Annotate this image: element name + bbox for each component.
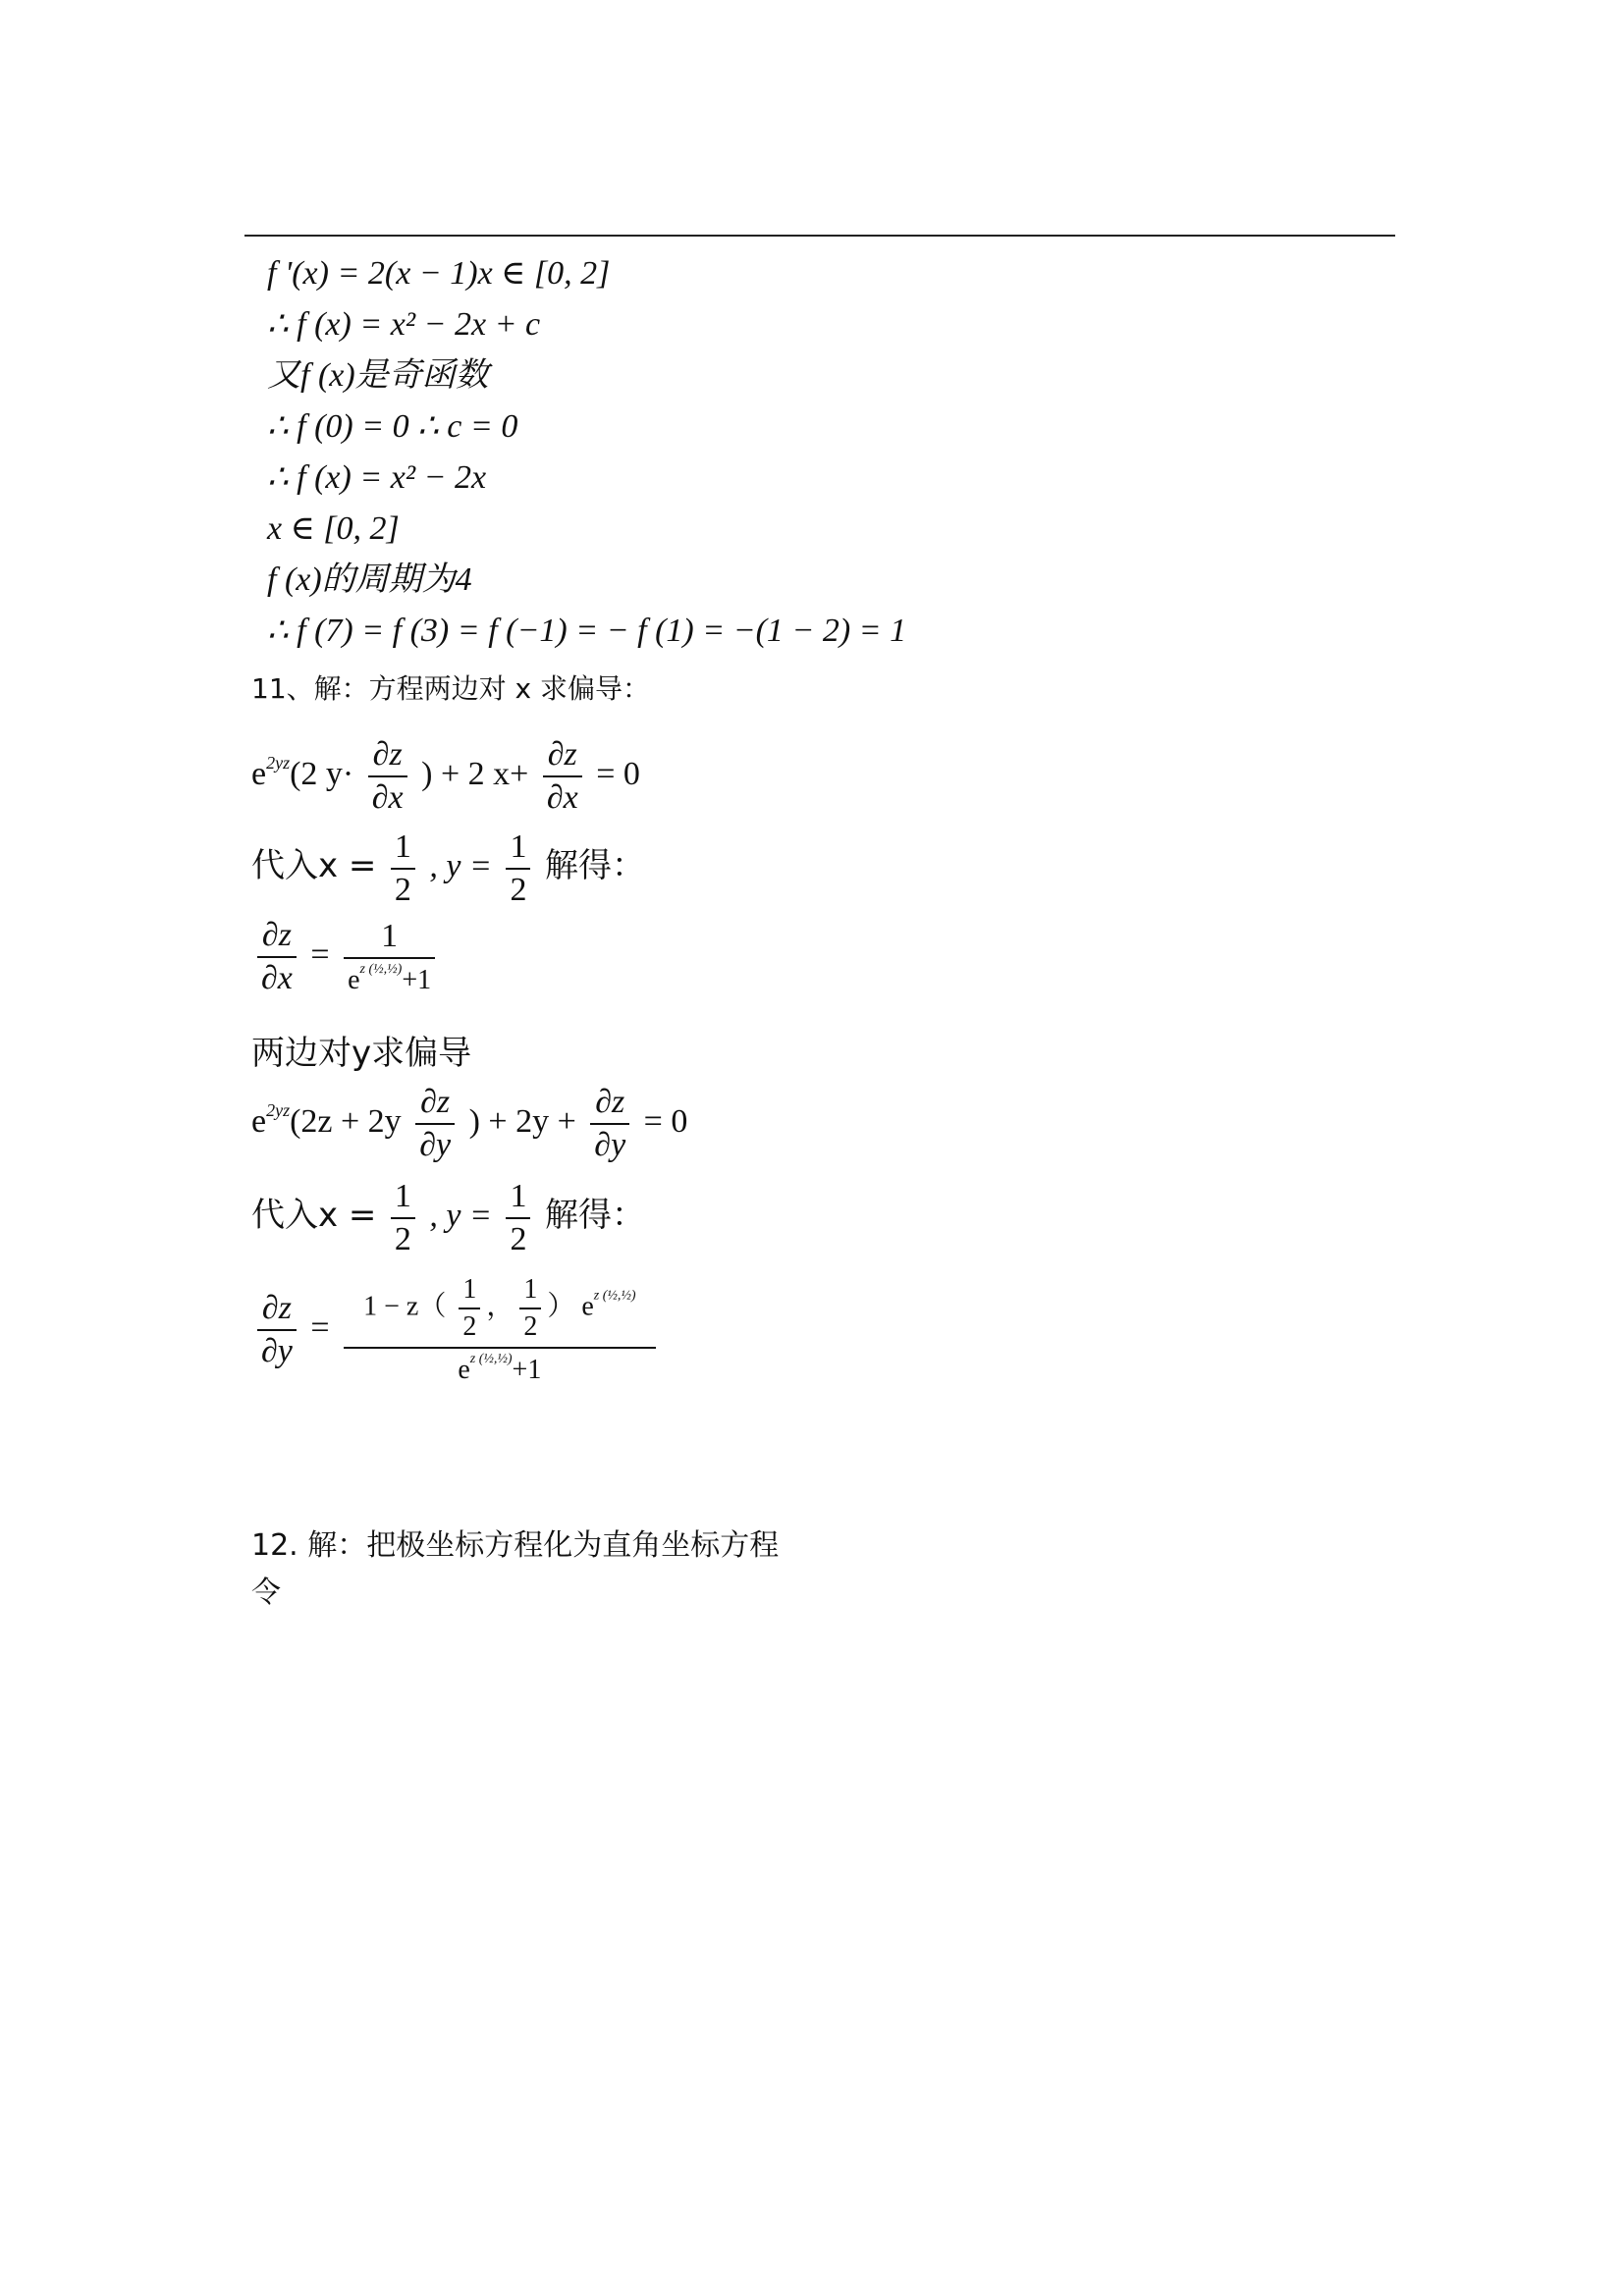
- equation-line: f '(x) = 2(x − 1)x ∈ [0, 2]: [267, 255, 611, 292]
- header-rule: [244, 235, 1395, 237]
- substitution-line: 代入x = $\frac{1}{2}$ , y = $\frac{1}{2}$ 解得：: [251, 828, 645, 908]
- dz-dx-fraction: $\frac{\partial z}{\partial x}$: [368, 738, 407, 815]
- y-partial-heading: 两边对y求偏导: [251, 1034, 472, 1073]
- problem-11-heading: 11、解：方程两边对 x 求偏导：: [251, 672, 651, 705]
- dz-dx-fraction: $\frac{\partial z}{\partial x}$: [543, 738, 582, 815]
- equation-line: 又f (x)是奇函数: [267, 357, 489, 394]
- equation-line: ∴ f (7) = f (3) = f (−1) = − f (1) = −(1 − 2) = 1: [267, 613, 907, 649]
- result-dz-dx: $\frac{\partial z}{\partial x}$ = $\frac{1}{e^{z (\frac{1}{2},\frac{1}{2})}+1}$: [251, 919, 441, 995]
- equation-line: ∴ f (x) = x² − 2x: [267, 459, 487, 496]
- equation-line: ∴ f (x) = x² − 2x + c: [267, 306, 541, 343]
- equation-line: ∴ f (0) = 0 ∴ c = 0: [267, 408, 518, 445]
- equation-y-partial: $e^{2yz}(2z + 2y$ $\frac{\partial z}{\partial y}$ ) + 2y + $\frac{\partial z}{\partial y}$ = 0: [251, 1084, 688, 1163]
- result-dz-dy: $\frac{\partial z}{\partial y}$ = 1 − z（ $\frac{1}{2}$ ， $\frac{1}{2}$ ） $e^{z (\frac{1}{2},\frac{1}{2})}$ $e^{z (\frac{1}{2},\frac{1}{2})}+1$: [251, 1276, 662, 1384]
- equation-x-partial: $e^{2yz}(2$ y· $\frac{\partial z}{\partial x}$ ) + 2 x+ $\frac{\partial z}{\partial x}$ = 0: [251, 736, 640, 816]
- equation-line: f (x)的周期为4: [267, 561, 472, 598]
- problem-12-heading: 12. 解：把极坐标方程化为直角坐标方程: [251, 1528, 780, 1563]
- equation-line: x ∈ [0, 2]: [267, 510, 400, 547]
- substitution-line: 代入x = $\frac{1}{2}$ , y = $\frac{1}{2}$ 解得：: [251, 1178, 645, 1257]
- problem-12-line: 令: [251, 1575, 281, 1610]
